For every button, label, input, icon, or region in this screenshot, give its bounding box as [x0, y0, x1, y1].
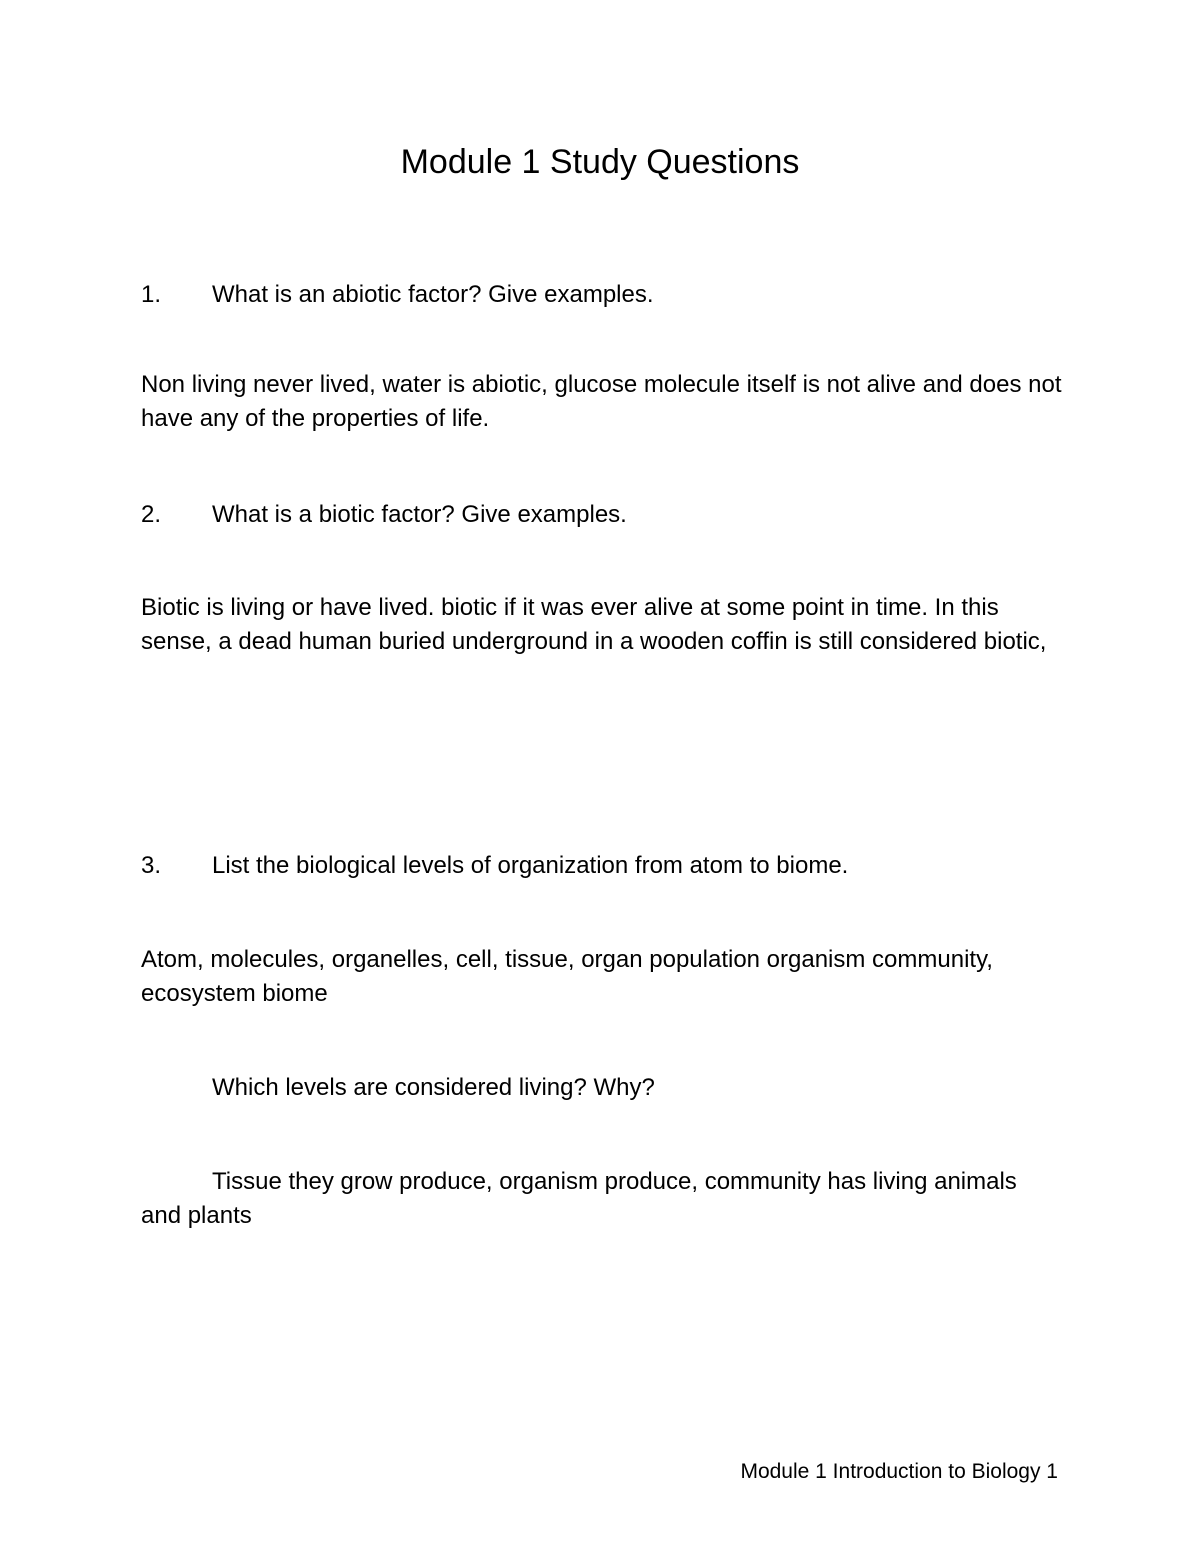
question-number: 2. — [141, 501, 162, 528]
question-number: 3. — [141, 852, 162, 879]
question-3 — [141, 849, 848, 883]
sub-answer-3: Tissue they grow produce, organism produce, community has living animals and plants — [141, 1168, 1017, 1229]
question-text: What is a biotic factor? Give examples. — [212, 501, 627, 528]
answer-1: Non living never lived, water is abiotic, glucose molecule itself is not alive and does not have any of the properties of life. — [141, 371, 1062, 432]
question-2 — [141, 498, 627, 532]
answer-2: Biotic is living or have lived. biotic if it was ever alive at some point in time. In this sense, a dead human buried underground in a wooden coffin is still considered biotic, — [141, 594, 1047, 655]
question-1 — [141, 278, 654, 312]
answer-3: Atom, molecules, organelles, cell, tissue, organ population organism community, ecosystem biome — [141, 946, 993, 1007]
question-text: List the biological levels of organization from atom to biome. — [212, 852, 849, 879]
question-text: What is an abiotic factor? Give examples. — [212, 281, 654, 308]
question-number: 1. — [141, 281, 162, 308]
page-title: Module 1 Study Questions — [400, 143, 800, 181]
page-footer: Module 1 Introduction to Biology 1 — [740, 1460, 1058, 1483]
sub-question-3: Which levels are considered living? Why? — [212, 1074, 655, 1101]
